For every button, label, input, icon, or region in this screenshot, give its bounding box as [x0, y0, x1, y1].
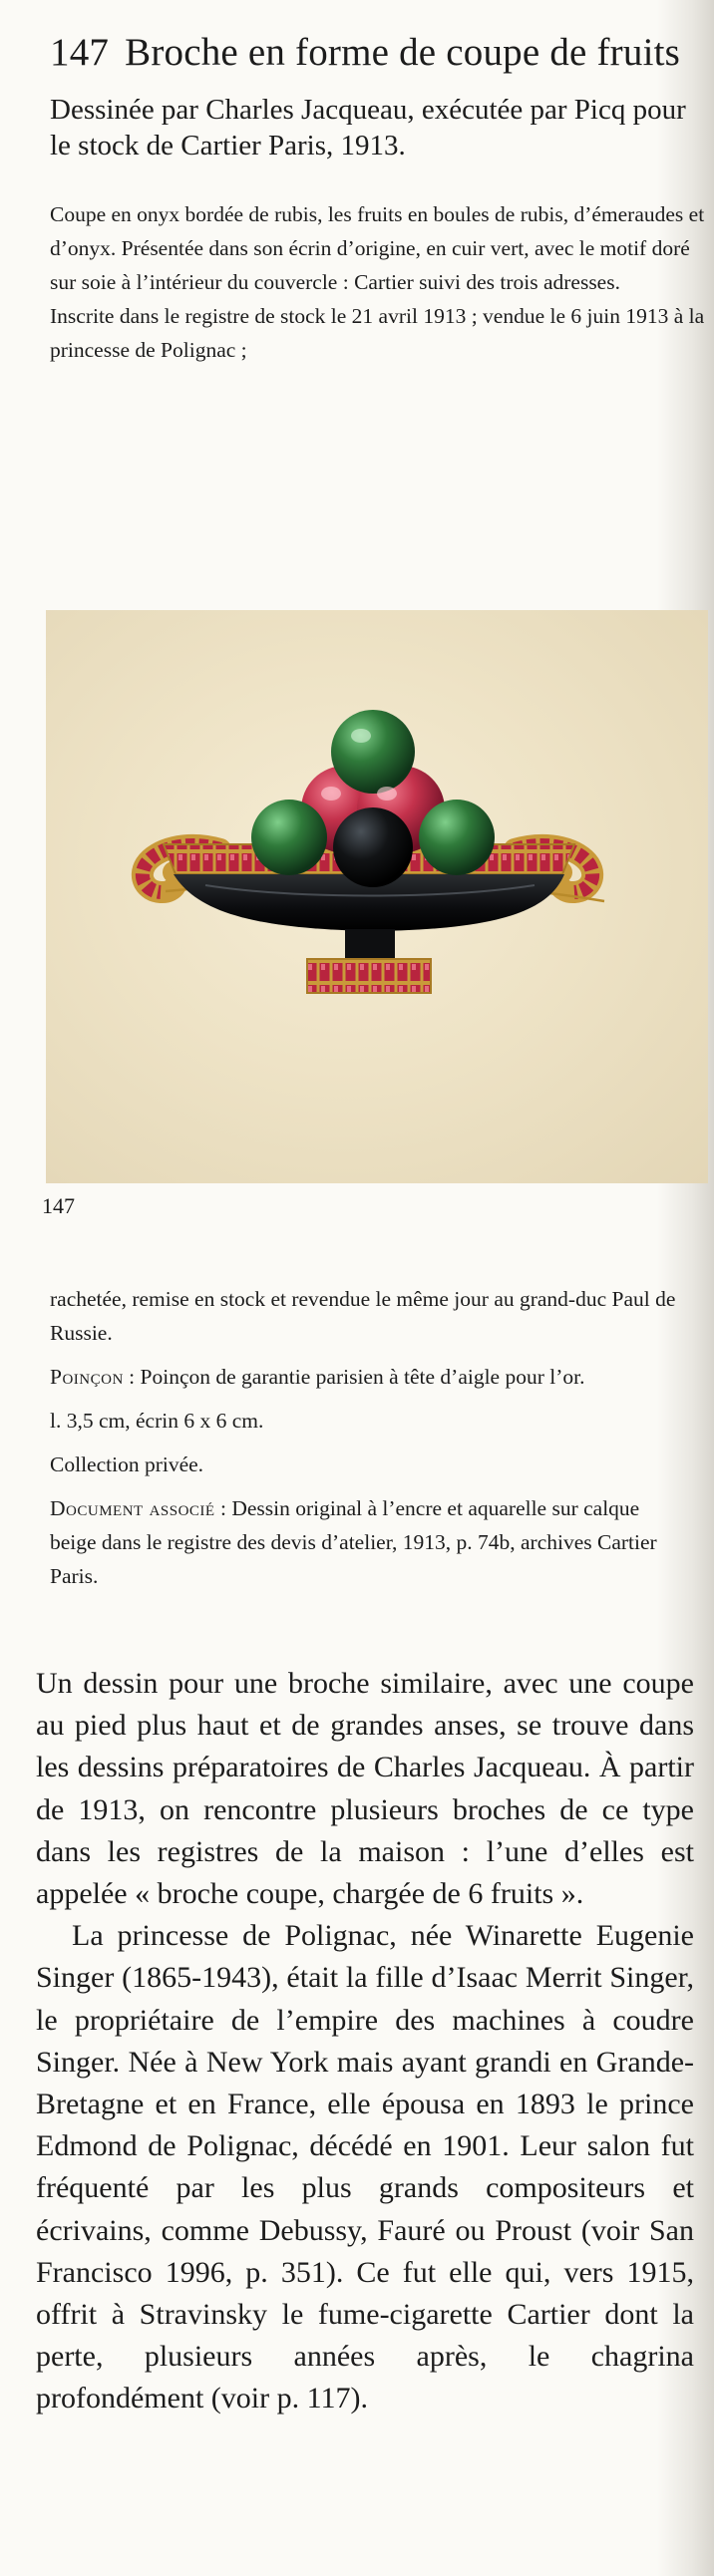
entry-title: [50, 30, 708, 76]
essay: [36, 1663, 694, 2420]
ruby-foot: [307, 959, 431, 993]
brooch-illustration: [46, 610, 708, 1183]
document-label: Document associé: [50, 1496, 215, 1520]
brooch-photograph: [46, 610, 708, 1183]
document-text: : Dessin original à l’encre et aquarelle sur calque beige dans le registre des devis d’atelier, 1913, p. 74b, archives Cartier Paris.: [50, 1496, 657, 1588]
provenance-start: Inscrite dans le registre de stock le 21 avril 1913 ; vendue le 6 juin 1913 à la princesse de Polignac ;: [50, 304, 705, 362]
essay-paragraph-2: La princesse de Polignac, née Winarette Eugenie Singer (1865-1943), était la fille d’Isaac Merrit Singer, le propriétaire de l’empire des machines à coudre Singer. Née à New York mais ayant grandi en Grande-Bretagne et en France, elle épousa en 1893 le prince Edmond de Polignac, décédé en 1901. Leur salon fut fréquenté par les plus grands compositeurs et écrivains, comme Debussy, Fauré ou Proust (voir San Francisco 1996, p. 351). Ce fut elle qui, vers 1915, offrit à Stravinsky le fume-cigarette Cartier dont la perte, plusieurs années après, le chagrina profondément (voir p. 117).: [36, 1919, 694, 2415]
onyx-stem: [345, 929, 395, 959]
provenance-continued: rachetée, remise en stock et revendue le même jour au grand-duc Paul de Russie.: [50, 1287, 676, 1345]
entry-details: [50, 1282, 688, 1593]
essay-paragraph-1: Un dessin pour une broche similaire, avec une coupe au pied plus haut et de grandes anses, se trouve dans les dessins préparatoires de Charles Jacqueau. À partir de 1913, on rencontre plusieurs broches de ce type dans les registres de la maison : l’une d’elles est appelée « broche coupe, chargée de 6 fruits ».: [36, 1667, 694, 1911]
emerald-fruit-left: [251, 800, 327, 875]
hallmark-text: : Poinçon de garantie parisien à tête d’aigle pour l’or.: [123, 1365, 585, 1389]
entry-description: Coupe en onyx bordée de rubis, les fruits en boules de rubis, d’émeraudes et d’onyx. Présentée dans son écrin d’origine, en cuir vert, avec le motif doré sur soie à l’intérieur du couvercle : Cartier suivi des trois adresses.: [50, 202, 705, 294]
entry-header: [50, 30, 708, 367]
entry-subtitle: Dessinée par Charles Jacqueau, exécutée par Picq pour le stock de Cartier Paris, 1913.: [50, 94, 686, 161]
collection: Collection privée.: [50, 1452, 204, 1476]
dimensions: l. 3,5 cm, écrin 6 x 6 cm.: [50, 1409, 264, 1433]
emerald-fruit-right: [419, 800, 495, 875]
entry-number: 147: [50, 31, 110, 74]
onyx-fruit-center: [333, 807, 413, 887]
associated-document: [50, 1491, 688, 1593]
hallmark-label: Poinçon: [50, 1365, 124, 1389]
entry-title-text: Broche en forme de coupe de fruits: [125, 31, 681, 74]
figure-caption: 147: [42, 1193, 75, 1218]
hallmark: [50, 1360, 688, 1394]
entry-description-block: [50, 197, 708, 367]
emerald-fruit-top: [331, 710, 415, 794]
